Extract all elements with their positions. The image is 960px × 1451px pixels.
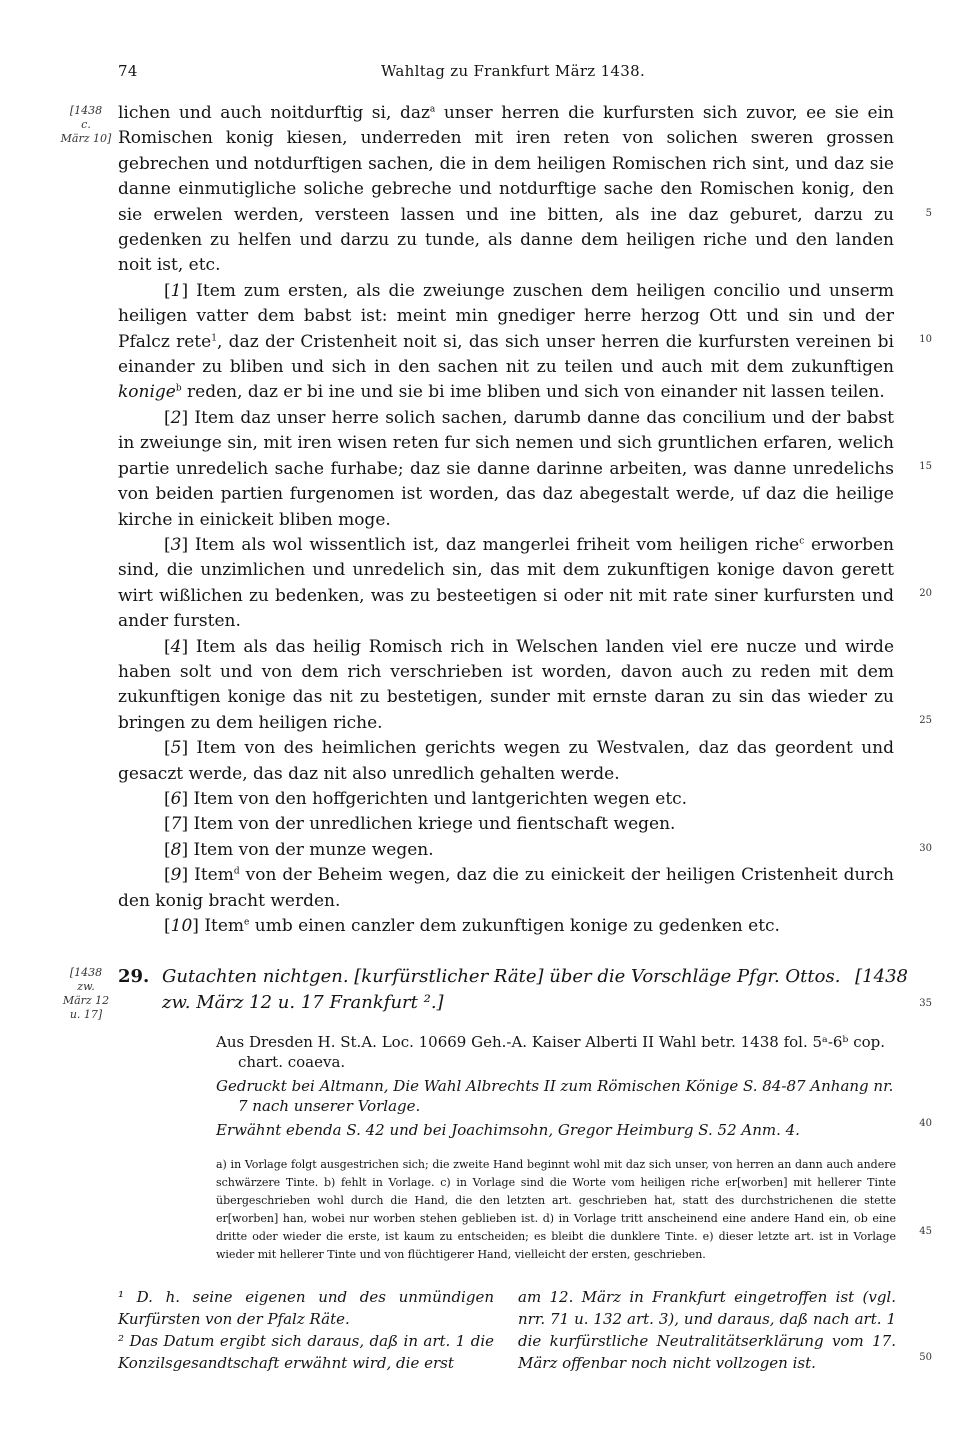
article-number: 4 <box>170 636 182 657</box>
article-number: 10 <box>170 916 193 936</box>
margin-date-line: c. <box>81 118 91 131</box>
article-number: 1 <box>170 280 182 301</box>
note-marker: a <box>429 104 436 115</box>
text-run: ] Item als das heilig Romisch rich in Welschen landen viel ere nucze und wirde haben solt und von dem rich verschrieben ist worden, davon auch zu reden mit dem zukunftigen konige das nit zu bestetigen, sunder mit ernste daran zu sin das wieder zu bringen zu dem heiligen riche. <box>118 636 894 733</box>
text-run: umb einen canzler dem zukunftigen konige zu gedenken etc. <box>249 916 780 936</box>
text-run: [ <box>164 839 171 860</box>
text-run: [ <box>164 738 171 759</box>
line-number: 30 <box>919 843 932 854</box>
text-paragraph-p9 <box>118 863 894 914</box>
footnote-1: ¹ D. h. seine eigenen und des unmündigen Kurfürsten von der Pfalz Räte. <box>118 1288 494 1328</box>
line-number: 25 <box>919 715 932 726</box>
text-run: [ <box>164 280 171 301</box>
note-marker: d <box>233 866 240 877</box>
article-number: 8 <box>170 839 182 860</box>
running-header <box>118 62 908 86</box>
note-marker: c <box>799 536 805 547</box>
text-run: ] Item von der munze wegen. <box>181 839 434 860</box>
text-paragraph-p7 <box>118 812 894 837</box>
article-number: 3 <box>170 534 182 555</box>
line-number: 20 <box>919 588 932 599</box>
footnotes-left-column <box>118 1286 494 1374</box>
document-title-line-2: zw. März 12 u. 17 Frankfurt ².] <box>162 992 444 1013</box>
text-run: ] Item daz unser herre solich sachen, darumb danne das concilium und der babst in zweiunge sin, mit iren wisen reten fur sich nemen und sich gruntlichen erfaren, welich partie unredelich sache furhabe; daz sie danne darinne arbeiten, was danne unredelichs von beiden partien furgenomen ist worden, das daz abegestalt werde, uf daz die heilige kirche in einickeit bliben moge. <box>118 407 894 530</box>
text-paragraph-p6 <box>118 787 894 812</box>
text-run: [ <box>164 407 171 428</box>
article-number: 2 <box>170 407 182 428</box>
text-paragraph-p8 <box>118 838 894 863</box>
critical-apparatus <box>216 1156 896 1264</box>
running-title: Wahltag zu Frankfurt März 1438. <box>380 62 646 80</box>
article-number: 5 <box>170 738 182 759</box>
text-run: reden, daz er bi ine und sie bi ime bliben und sich von einander nit lassen teilen. <box>181 382 885 403</box>
margin-date-2 <box>58 966 114 1022</box>
source-notes <box>216 1032 906 1144</box>
text-paragraph-p2 <box>118 406 894 533</box>
text-run: , daz der Cristenheit noit si, das sich unser herren die kurfursten vereinen bi einander zu bliben und sich in den sachen nit zu teilen und auch mit dem zukunftigen <box>118 331 894 378</box>
text-run: ] Item zum ersten, als die zweiunge zuschen dem heiligen concilio und unserm heiligen vatter dem babst ist: meint min gnediger herre herzog Ott und sin und der Pfalcz rete <box>118 280 894 352</box>
text-run: [ <box>164 814 171 835</box>
footnote-2-continued: am 12. März in Frankfurt eingetroffen ist (vgl. nrr. 71 u. 132 art. 3), und daraus, daß nach art. 1 die kurfürstliche Neutralitätserklärung vom 17. März offenbar noch nicht vollzogen ist. <box>518 1288 896 1372</box>
article-number: 7 <box>170 814 182 835</box>
text-paragraph-p4 <box>118 635 894 737</box>
critical-notes-text: a) in Vorlage folgt ausgestrichen sich; die zweite Hand beginnt wohl mit daz sich unser, von herren an dann auch andere schwärzere Tinte. b) fehlt in Vorlage. c) in Vorlage sind die Worte vom heiligen riche er[worben] mit hellerer Tinte übergeschrieben wohl durch die Hand, die den letzten art. geschrieben hat, statt des durchstrichenen die stette er[worben] han, wobei nur worben stehen geblieben ist. d) in Vorlage tritt anscheinend eine andere Hand ein, ob eine dritte oder wieder die erste, ist kaum zu entscheiden; es bleibt die dunklere Tinte. e) dieser letzte art. ist in Vorlage wieder mit hellerer Tinte und von flüchtigerer Hand, vielleicht der ersten, geschrieben. <box>216 1158 896 1261</box>
article-number: 6 <box>170 788 182 809</box>
text-run: [ <box>164 865 171 886</box>
note-marker: 1 <box>211 333 217 343</box>
footnote-2-start: ² Das Datum ergibt sich daraus, daß in art. 1 die Konzilsgesandtschaft erwähnt wird, die erst <box>118 1332 494 1372</box>
text-run: ] Item <box>181 865 234 886</box>
text-run: ] Item als wol wissentlich ist, daz mangerlei friheit vom heiligen riche <box>181 534 800 555</box>
line-number: 45 <box>919 1226 932 1237</box>
line-number: 50 <box>919 1352 932 1363</box>
margin-date-line: zw. <box>77 980 95 993</box>
text-paragraph-p0 <box>118 101 894 279</box>
text-run: unser herren die kurfursten sich zuvor, ee sie ein Romischen konig kiesen, underreden mit iren reten von solichen sweren grossen gebrechen und notdurftigen sachen, die in dem heiligen Romischen rich sint, und daz sie danne einmutigliche soliche gebreche und notdurftige sache den Romischen konig, den sie erwelen werden, versteen lassen und ine bitten, als ine daz geburet, darzu zu gedenken zu helfen und darzu zu tunde, als danne dem heiligen riche und den landen noit ist, etc. <box>118 103 894 276</box>
text-run: ] Item von des heimlichen gerichts wegen zu Westvalen, daz das geordent und gesaczt werde, das daz nit also unredlich gehalten werde. <box>118 738 894 784</box>
page-number: 74 <box>118 62 138 80</box>
note-marker: e <box>244 917 250 928</box>
text-run: erworben sind, die unzimlichen und unredelich sin, das mit dem zukunftigen konige davon gerett wirt wißlichen zu bedenken, was zu besteetigen si oder nit mit rate siner kurfursten und ander fursten. <box>118 534 894 632</box>
text-paragraph-p5 <box>118 736 894 787</box>
article-number: 9 <box>170 865 182 886</box>
text-run: ] Item <box>192 916 245 936</box>
text-run: lichen und auch noitdurftig si, daz <box>118 103 430 123</box>
text-run: ] Item von den hoffgerichten und lantgerichten wegen etc. <box>181 788 688 809</box>
text-paragraph-p10 <box>118 914 894 939</box>
source-archive: Aus Dresden H. St.A. Loc. 10669 Geh.-A. Kaiser Alberti II Wahl betr. 1438 fol. 5ᵃ-6ᵇ cop. chart. coaeva. <box>216 1033 886 1071</box>
footnotes-right-column <box>518 1286 896 1374</box>
main-text <box>118 101 894 939</box>
line-number: 40 <box>919 1118 932 1129</box>
line-number: 35 <box>919 998 932 1009</box>
margin-date-1 <box>58 104 114 146</box>
note-marker: b <box>175 383 182 394</box>
document-title-line-1: Gutachten nichtgen. [kurfürstlicher Räte] über die Vorschläge Pfgr. Ottos. <box>162 966 841 987</box>
text-run: [ <box>164 636 171 657</box>
text-paragraph-p3 <box>118 533 894 635</box>
source-printed: Gedruckt bei Altmann, Die Wahl Albrechts II zum Römischen Könige S. 84-87 Anhang nr. 7 nach unserer Vorlage. <box>216 1077 894 1115</box>
line-number: 15 <box>919 461 932 472</box>
text-run: von der Beheim wegen, daz die zu einickeit der heiligen Cristenheit durch den konig bracht werden. <box>118 865 894 911</box>
source-mentioned: Erwähnt ebenda S. 42 und bei Joachimsohn, Gregor Heimburg S. 52 Anm. 4. <box>216 1121 800 1139</box>
document-number: 29. <box>118 966 150 987</box>
text-run: [ <box>164 788 171 809</box>
text-run: ] Item von der unredlichen kriege und fientschaft wegen. <box>181 814 676 835</box>
article-number: konige <box>118 382 176 403</box>
margin-date-line: März 12 <box>62 994 110 1007</box>
margin-date-line: [1438 <box>69 104 103 117</box>
margin-date-line: u. 17] <box>69 1008 103 1021</box>
margin-date-line: März 10] <box>60 132 112 145</box>
text-run: [ <box>164 534 171 555</box>
text-paragraph-p1 <box>118 279 894 406</box>
line-number: 10 <box>919 334 932 345</box>
margin-date-line: [1438 <box>69 966 103 979</box>
document-date: [1438 <box>855 966 908 987</box>
text-run: [ <box>164 916 171 936</box>
line-number: 5 <box>925 208 932 219</box>
